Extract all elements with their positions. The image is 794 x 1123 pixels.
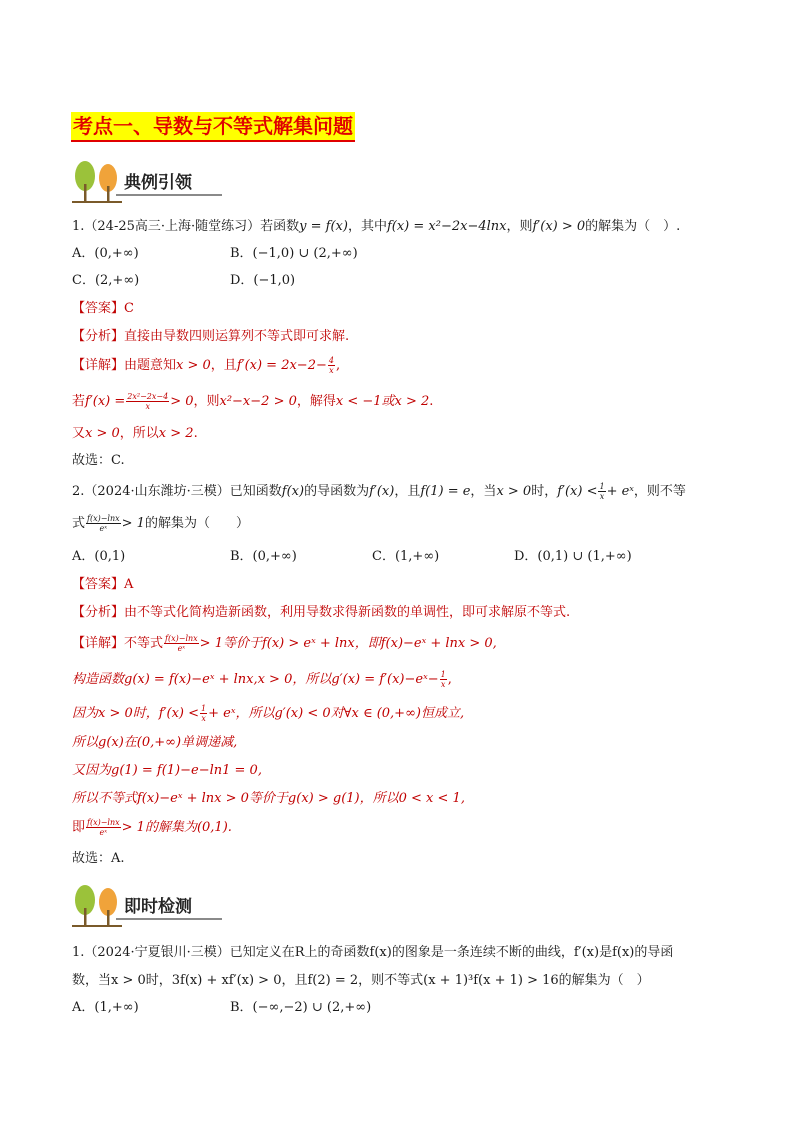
q1-detail-1: 【详解】由题意知x > 0，且f′(x) = 2x−2− $\frac{4}{x}$ , xyxy=(72,356,341,375)
practice-option-b: B．(−∞,−2) ∪ (2,+∞) xyxy=(230,1000,372,1015)
q2-analysis: 【分析】由不等式化简构造新函数，利用导数求得新函数的单调性，即可求解原不等式. xyxy=(72,605,571,620)
q2-stem-1: 2.（2024·山东潍坊·三模）已知函数f(x)的导函数为f′(x)，且f(1) = e，当x > 0时，f′(x) < $\frac{1}{x}$ + eˣ，则不等 xyxy=(72,482,686,501)
q2-stem-2: 式 $\frac{f(x)-\ln x}{\text{eˣ}}$ > 1的解集为（ ） xyxy=(72,514,249,533)
practice-stem-2: 数，当x > 0时，3f(x) + xf′(x) > 0，且f(2) = 2，则不等式(x + 1)³f(x + 1) > 16的解集为（ ） xyxy=(72,973,650,988)
q2-detail-3: 因为x > 0时，f′(x) < $\frac{1}{x}$ + eˣ，所以g′(x) < 0对∀x ∈ (0,+∞)恒成立, xyxy=(72,704,465,723)
q1-detail-3: 又x > 0，所以x > 2. xyxy=(72,426,198,441)
q2-detail-7: 即 $\frac{f(x)-\ln x}{\text{eˣ}}$ > 1的解集为(0,1). xyxy=(72,818,232,837)
q2-detail-6: 所以不等式f(x)−eˣ + lnx > 0等价于g(x) > g(1)，所以0 < x < 1, xyxy=(72,791,465,806)
banner-label: 即时检测 xyxy=(124,897,192,917)
practice-stem-1: 1.（2024·宁夏银川·三模）已知定义在R上的奇函数f(x)的图象是一条连续不断的曲线，f′(x)是f(x)的导函 xyxy=(72,945,674,960)
q2-answer: 【答案】A xyxy=(72,577,134,592)
banner-practice xyxy=(72,882,232,928)
q2-option-d: D．(0,1) ∪ (1,+∞) xyxy=(514,549,632,564)
section-title: 考点一、导数与不等式解集问题 xyxy=(71,112,355,142)
banner-underline xyxy=(116,194,222,196)
q2-conclusion: 故选：A. xyxy=(72,851,125,866)
q2-detail-5: 又因为g(1) = f(1)−e−ln1 = 0, xyxy=(72,763,262,778)
q1-option-c: C．(2,+∞) xyxy=(72,273,140,288)
q2-option-c: C．(1,+∞) xyxy=(372,549,440,564)
q2-detail-4: 所以g(x)在(0,+∞)单调递减, xyxy=(72,735,238,750)
q1-analysis: 【分析】直接由导数四则运算列不等式即可求解. xyxy=(72,329,350,344)
q2-detail-2: 构造函数g(x) = f(x)−eˣ + lnx,x > 0，所以g′(x) = f′(x)−eˣ− $\frac{1}{x}$ , xyxy=(72,670,452,689)
q1-detail-2: 若f′(x) = $\frac{\text{2x²−2x−4}}{x}$ > 0，则x²−x−2 > 0，解得x < −1或x > 2. xyxy=(72,392,434,411)
q1-conclusion: 故选：C. xyxy=(72,453,125,468)
q1-answer: 【答案】C xyxy=(72,301,134,316)
q2-detail-1: 【详解】不等式 $\frac{f(x)-\ln x}{\text{eˣ}}$ > 1等价于f(x) > eˣ + lnx，即f(x)−eˣ + lnx > 0, xyxy=(72,634,497,653)
q1-option-a: A．(0,+∞) xyxy=(72,246,139,261)
q1-option-d: D．(−1,0) xyxy=(230,273,296,288)
tree-icon xyxy=(72,158,122,204)
banner-example xyxy=(72,158,232,204)
practice-option-a: A．(1,+∞) xyxy=(72,1000,139,1015)
q1-stem: 1.（24-25高三·上海·随堂练习）若函数y = f(x)，其中f(x) = x²−2x−4lnx，则f′(x) > 0的解集为（ ）. xyxy=(72,219,681,234)
banner-label: 典例引领 xyxy=(124,173,192,193)
q2-option-b: B．(0,+∞) xyxy=(230,549,297,564)
banner-underline xyxy=(116,918,222,920)
tree-icon xyxy=(72,882,122,928)
q1-option-b: B．(−1,0) ∪ (2,+∞) xyxy=(230,246,358,261)
q2-option-a: A．(0,1) xyxy=(72,549,126,564)
